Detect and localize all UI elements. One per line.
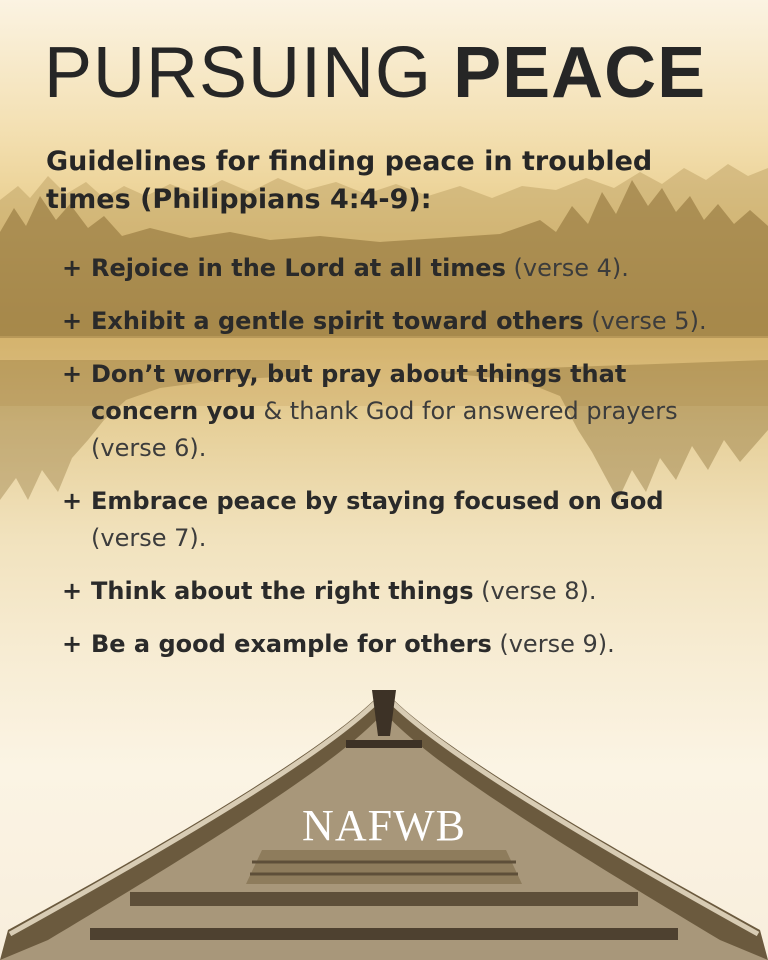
guidelines-list: [62, 250, 722, 679]
canoe-thwart: [346, 740, 422, 748]
title-light: PURSUING: [44, 33, 433, 113]
plus-icon: +: [62, 307, 83, 335]
subtitle: Guidelines for finding peace in troubled times (Philippians 4:4-9):: [46, 146, 653, 215]
title-bold: PEACE: [453, 33, 707, 113]
nafwb-logo: NAFWB: [302, 801, 466, 850]
plus-icon: +: [62, 487, 83, 515]
list-item: + Don’t worry, but pray about things that concern you & thank God for answered prayers (verse 6).: [62, 356, 722, 467]
list-item: + Be a good example for others (verse 9).: [62, 626, 722, 663]
plus-icon: +: [62, 630, 83, 658]
list-item: + Embrace peace by staying focused on God (verse 7).: [62, 483, 722, 557]
list-item: + Rejoice in the Lord at all times (verse 4).: [62, 250, 722, 287]
list-item: + Think about the right things (verse 8).: [62, 573, 722, 610]
canoe-seat: [246, 850, 522, 884]
page-title: [44, 28, 706, 118]
plus-icon: +: [62, 577, 83, 605]
list-item: + Exhibit a gentle spirit toward others (verse 5).: [62, 303, 722, 340]
plus-icon: +: [62, 254, 83, 282]
plus-icon: +: [62, 360, 83, 388]
